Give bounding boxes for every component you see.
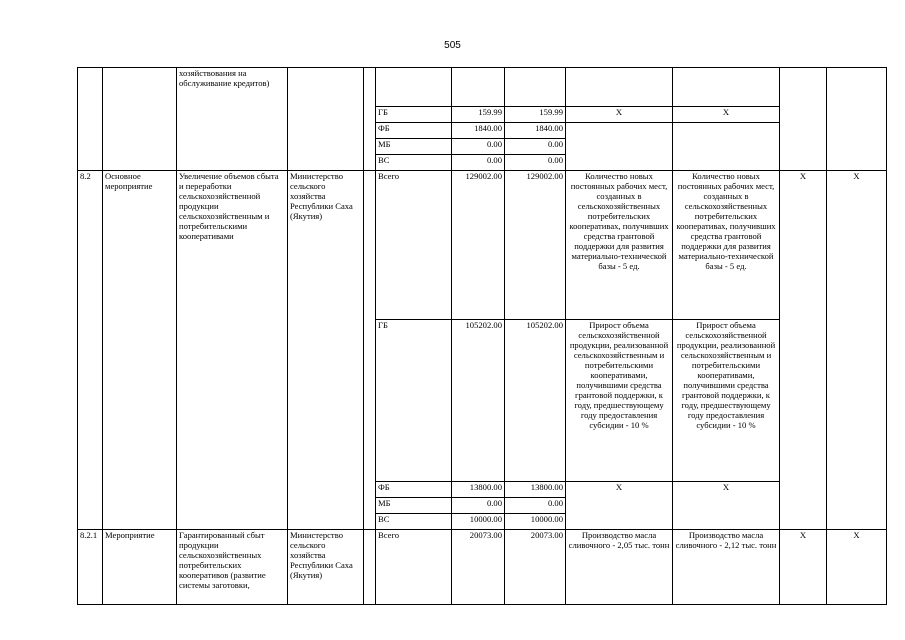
- mark-cell: Х: [827, 171, 887, 530]
- source-cell: Всего: [376, 171, 452, 320]
- mark-cell: Х: [827, 530, 887, 605]
- gap-cell: [364, 68, 376, 171]
- indicator-cell: [673, 123, 780, 171]
- value-cell: 0.00: [452, 155, 505, 171]
- value-cell: 1840.00: [452, 123, 505, 139]
- num-cell: 8.2.1: [78, 530, 103, 605]
- indicator-cell: Х: [673, 107, 780, 123]
- source-cell: ФБ: [376, 482, 452, 498]
- num-cell: 8.2: [78, 171, 103, 530]
- value-cell: 10000.00: [452, 514, 505, 530]
- description-cell: Гарантированный сбыт продукции сельскохозяйственных потребительских кооперативов (развитие системы заготовки,: [177, 530, 288, 605]
- indicator-cell: Х: [566, 482, 673, 530]
- source-cell: МБ: [376, 498, 452, 514]
- mark-cell: [827, 68, 887, 171]
- value-cell: 13800.00: [452, 482, 505, 498]
- gap-cell: [364, 171, 376, 530]
- value-cell: 159.99: [505, 107, 566, 123]
- indicator-cell: Производство масла сливочного - 2,12 тыс. тонн: [673, 530, 780, 605]
- value-cell: 0.00: [505, 155, 566, 171]
- executor-cell: Министерство сельского хозяйства Республики Саха (Якутия): [288, 530, 364, 605]
- executor-cell: [288, 68, 364, 171]
- indicator-cell: Прирост объема сельскохозяйственной продукции, реализованной сельскохозяйственным и потребительскими кооперативами, получившими средства грантовой поддержки, к году, предшествующему году предоставления субсидии - 10 %: [566, 320, 673, 482]
- indicator-cell: Количество новых постоянных рабочих мест, созданных в сельскохозяйственных потребительских кооперативах, получивших средства грантовой поддержки для развития материально-технической базы - 5 ед.: [673, 171, 780, 320]
- table-row: [78, 530, 887, 605]
- source-cell: Всего: [376, 530, 452, 605]
- source-cell: ВС: [376, 155, 452, 171]
- value-cell: 1840.00: [505, 123, 566, 139]
- source-cell: ВС: [376, 514, 452, 530]
- indicator-cell: Х: [673, 482, 780, 530]
- value-cell: 0.00: [452, 139, 505, 155]
- description-cell: Увеличение объемов сбыта и переработки сельскохозяйственной продукции сельскохозяйственным и потребительскими кооперативами: [177, 171, 288, 530]
- value-cell: 10000.00: [505, 514, 566, 530]
- source-cell: ГБ: [376, 320, 452, 482]
- value-cell: [505, 68, 566, 107]
- value-cell: 0.00: [452, 498, 505, 514]
- indicator-cell: Х: [566, 107, 673, 123]
- value-cell: 20073.00: [505, 530, 566, 605]
- value-cell: [452, 68, 505, 107]
- executor-cell: Министерство сельского хозяйства Республики Саха (Якутия): [288, 171, 364, 530]
- program-table: [77, 67, 887, 605]
- value-cell: 159.99: [452, 107, 505, 123]
- mark-cell: [780, 68, 827, 171]
- num-cell: [78, 68, 103, 171]
- page-number: 505: [444, 40, 461, 51]
- value-cell: 105202.00: [505, 320, 566, 482]
- indicator-cell: Прирост объема сельскохозяйственной продукции, реализованной сельскохозяйственным и потребительскими кооперативами, получившими средства грантовой поддержки, к году, предшествующему году предоставления субсидии - 10 %: [673, 320, 780, 482]
- table-row: [78, 171, 887, 320]
- type-cell: [103, 68, 177, 171]
- source-cell: [376, 68, 452, 107]
- gap-cell: [364, 530, 376, 605]
- indicator-cell: [566, 68, 673, 107]
- value-cell: 20073.00: [452, 530, 505, 605]
- mark-cell: Х: [780, 530, 827, 605]
- source-cell: ФБ: [376, 123, 452, 139]
- type-cell: Мероприятие: [103, 530, 177, 605]
- type-cell: Основное мероприятие: [103, 171, 177, 530]
- value-cell: 13800.00: [505, 482, 566, 498]
- description-cell: хозяйствования на обслуживание кредитов): [177, 68, 288, 171]
- indicator-cell: Количество новых постоянных рабочих мест, созданных в сельскохозяйственных потребительских кооперативах, получивших средства грантовой поддержки для развития материально-технической базы - 5 ед.: [566, 171, 673, 320]
- value-cell: 0.00: [505, 139, 566, 155]
- indicator-cell: [673, 68, 780, 107]
- indicator-cell: [566, 123, 673, 171]
- value-cell: 0.00: [505, 498, 566, 514]
- table-row: [78, 68, 887, 107]
- value-cell: 129002.00: [452, 171, 505, 320]
- source-cell: МБ: [376, 139, 452, 155]
- source-cell: ГБ: [376, 107, 452, 123]
- mark-cell: Х: [780, 171, 827, 530]
- value-cell: 129002.00: [505, 171, 566, 320]
- value-cell: 105202.00: [452, 320, 505, 482]
- indicator-cell: Производство масла сливочного - 2,05 тыс. тонн: [566, 530, 673, 605]
